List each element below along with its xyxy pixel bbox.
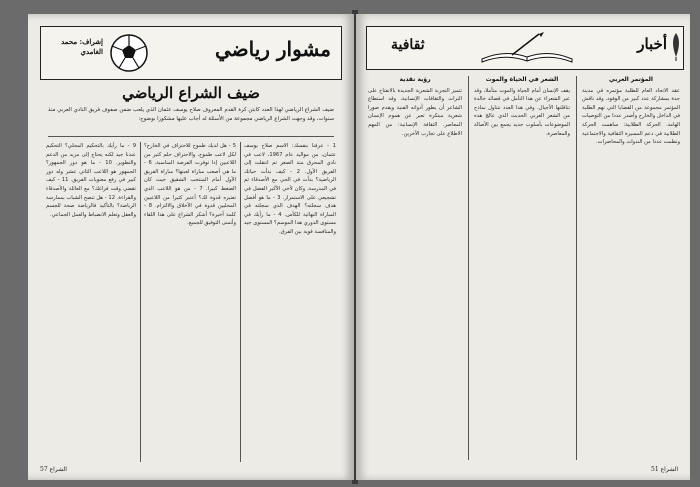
news-column bbox=[582, 76, 680, 460]
news-header-title: أخبار bbox=[637, 35, 667, 53]
critique-column-title: رؤية نقدية bbox=[399, 76, 431, 83]
sports-header-supervisor: إشراف: محمد الغامدي bbox=[61, 37, 103, 56]
column-rule bbox=[140, 142, 141, 462]
culture-column-title: الشعر في الحياة والموت bbox=[485, 76, 559, 83]
left-page bbox=[28, 14, 354, 480]
page-folio: الشراع 51 bbox=[651, 466, 678, 473]
culture-column bbox=[474, 76, 570, 460]
culture-header-title: ثقافية bbox=[391, 37, 425, 53]
interview-column-2: 5 - هل لديك طموح للاحتراف في الخارج؟ لكل لاعب طموح، والاحتراف حلم كثير من اللاعبين إذا توفرت الفرصة المناسبة. 6 - ما هي أصعب مباراة لعبتها؟ مباراة الفريق الأول أمام المنتخب الشقيق حيث كان الضغط كبيرا. 7 - من هو اللاعب الذي تعتبره قدوة لك؟ أعتبر كثيرا من اللاعبين المحليين قدوة في الأخلاق والالتزام. 8 - كلمة أخيرة؟ أشكر الشراع على هذا اللقاء وأتمنى التوفيق للجميع. bbox=[144, 143, 236, 227]
interview-column-1: 1 - عرفنا بنفسك: الاسم صلاح يوسف عثمان، من مواليد عام 1967، لاعب في نادي المحرق منذ الصغر ثم انتقلت إلى الفريق الأول. 2 - كيف بدأت حياتك الرياضية؟ بدأت في الحي مع الأصدقاء ثم في المدرسة، وكان لأخي الأكبر الفضل في تشجيعي على الاستمرار. 3 - ما هو أفضل هدف سجلته؟ الهدف الذي سجلته في المباراة النهائية للكأس. 4 - ما رأيك في مستوى الدوري هذا الموسم؟ المستوى جيد والمنافسة قوية بين الفرق. bbox=[244, 143, 336, 235]
intro-rule bbox=[48, 136, 334, 137]
right-page bbox=[356, 14, 690, 480]
page-folio: الشراع 57 bbox=[40, 466, 67, 473]
feature-intro: ضيف الشراع الرياضي لهذا العدد كابتن كرة القدم المعروف صلاح يوسف عثمان الذي يلعب ضمن صفوف فريق النادي العربي منذ سنوات، وقد وجهت الشراع الرياضي مجموعة من الأسئلة له أجاب عليها مشكورا بوضوح: bbox=[48, 107, 334, 122]
open-book-icon bbox=[477, 31, 577, 65]
news-column-text: عقد الاتحاد العام للطلبة مؤتمره في مدينة جدة بمشاركة عدد كبير من الوفود، وقد ناقش المؤتمر مجموعة من القضايا التي تهم الطلبة في الداخل والخارج وأصدر عددا من التوصيات الهامة. الحركة الطلابية: ساهمت الحركة الطلابية في دعم المسيرة الثقافية والاجتماعية ونظمت عددا من الندوات والمحاضرات. bbox=[582, 87, 680, 146]
quill-pen-icon bbox=[669, 31, 683, 61]
culture-header-banner bbox=[366, 26, 684, 70]
sports-header-banner bbox=[40, 26, 342, 80]
column-rule bbox=[468, 76, 469, 460]
critique-column-text: تتميز التجربة الشعرية الجديدة بالانفتاح على التراث والثقافات الإنسانية، وقد استطاع الشاعر أن يطور أدواته الفنية ويقدم صورا شعرية مبتكرة تعبر عن هموم الإنسان المعاصر. الثقافة الإنسانية: من المهم الاطلاع على تجارب الآخرين. bbox=[368, 87, 462, 137]
critique-column bbox=[368, 76, 462, 460]
culture-column-text: يقف الإنسان أمام الحياة والموت متأملا، وقد عبر الشعراء عن هذا التأمل في قصائد خالدة تناقلتها الأجيال. وفي هذا العدد نتناول نماذج من الشعر العربي الحديث الذي عالج هذه الموضوعات بأسلوب جديد يجمع بين الأصالة والمعاصرة. bbox=[474, 87, 570, 137]
column-rule bbox=[240, 142, 241, 462]
interview-column-3: 9 - ما رأيك بالتحكيم المحلي؟ التحكيم عندنا جيد لكنه يحتاج إلى مزيد من الدعم والتطوير. 10 - ما هو دور الجمهور؟ الجمهور هو اللاعب الثاني عشر وله دور كبير في رفع معنويات الفريق. 11 - كيف تقضي وقت فراغك؟ مع العائلة والأصدقاء والقراءة. 12 - هل تنصح الشباب بممارسة الرياضة؟ بالتأكيد فالرياضة صحة للجسم والعقل وتعلم الانضباط والعمل الجماعي. bbox=[46, 143, 136, 218]
sports-header-title: مشوار رياضي bbox=[214, 37, 331, 61]
soccer-ball-icon bbox=[109, 33, 149, 73]
column-rule bbox=[576, 76, 577, 460]
news-column-title: المؤتمر العربي bbox=[609, 76, 653, 83]
feature-title: ضيف الشراع الرياضي bbox=[122, 84, 260, 102]
